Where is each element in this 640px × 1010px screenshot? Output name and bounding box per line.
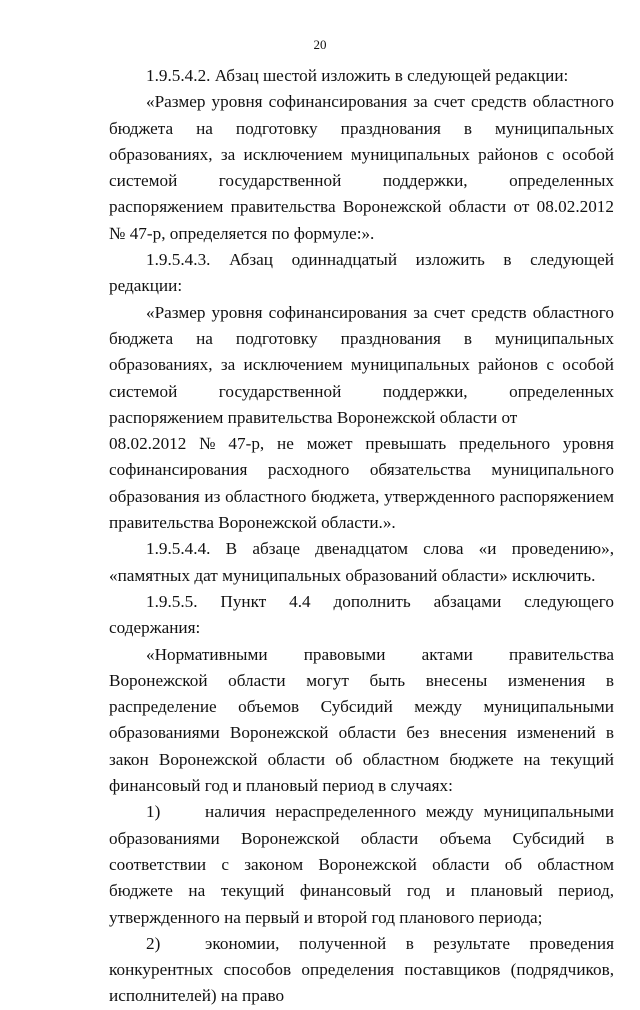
document-body [109,63,614,1010]
paragraph-1-9-5-4-4: 1.9.5.4.4. В абзаце двенадцатом слова «и проведению», «памятных дат муниципальных образований области» исключить. [109,539,614,585]
word: превышать [365,434,447,454]
list-item-number: 1) [146,802,161,822]
word: предельного [459,434,551,454]
word: № [199,434,216,454]
word: уровня [562,434,614,454]
word: 47-р, [228,434,265,454]
word: 08.02.2012 [109,434,187,454]
list-item-text: экономии, полученной в результате проведения конкурентных способов определения поставщиков (подрядчиков, исполнителей) на право [109,933,614,1006]
paragraph-quote-3: «Нормативными правовыми актами правительства Воронежской области могут быть внесены изменения в распределение объемов Субсидий между муниципальными образованиями Воронежской области без внесения изменений в закон Воронежской области об областном бюджете на текущий финансовый год и плановый период в случаях: [109,644,614,796]
page-number: 20 [313,37,327,52]
paragraph-quote-2-spread-line [109,431,614,457]
paragraph-quote-2-part-b: софинансирования расходного обязательства муниципального образования из областного бюджета, утвержденного распоряжением правительства Воронежской области.». [109,460,614,533]
word: может [306,434,353,454]
paragraph-1-9-5-4-3: 1.9.5.4.3. Абзац одиннадцатый изложить в следующей редакции: [109,250,614,296]
paragraph-1-9-5-5: 1.9.5.5. Пункт 4.4 дополнить абзацами следующего содержания: [109,591,614,638]
list-item-text: наличия нераспределенного между муниципальными образованиями Воронежской области объема Субсидий в соответствии с законом Воронежской области об областном бюджете на текущий финансовый год и плановый период, утвержденного на первый и второй год планового периода; [109,802,614,927]
list-item-2 [109,931,614,1010]
paragraph-quote-1: «Размер уровня софинансирования за счет средств областного бюджета на подготовку празднования в муниципальных образованиях, за исключением муниципальных районов с особой системой государственной поддержки, определенных распоряжением правительства Воронежской области от 08.02.2012 № 47-р, определяется по формуле:». [109,92,614,243]
paragraph-1-9-5-4-2: 1.9.5.4.2. Абзац шестой изложить в следующей редакции: [146,66,569,85]
word: не [277,434,294,454]
paragraph-quote-2 [109,300,614,537]
list-item-1 [109,799,614,930]
paragraph-quote-2-part-a: «Размер уровня софинансирования за счет средств областного бюджета на подготовку празднования в муниципальных образованиях, за исключением муниципальных районов с особой системой государственной поддержки, определенных распоряжением правительства Воронежской области от [109,302,614,427]
list-item-number: 2) [146,933,161,953]
